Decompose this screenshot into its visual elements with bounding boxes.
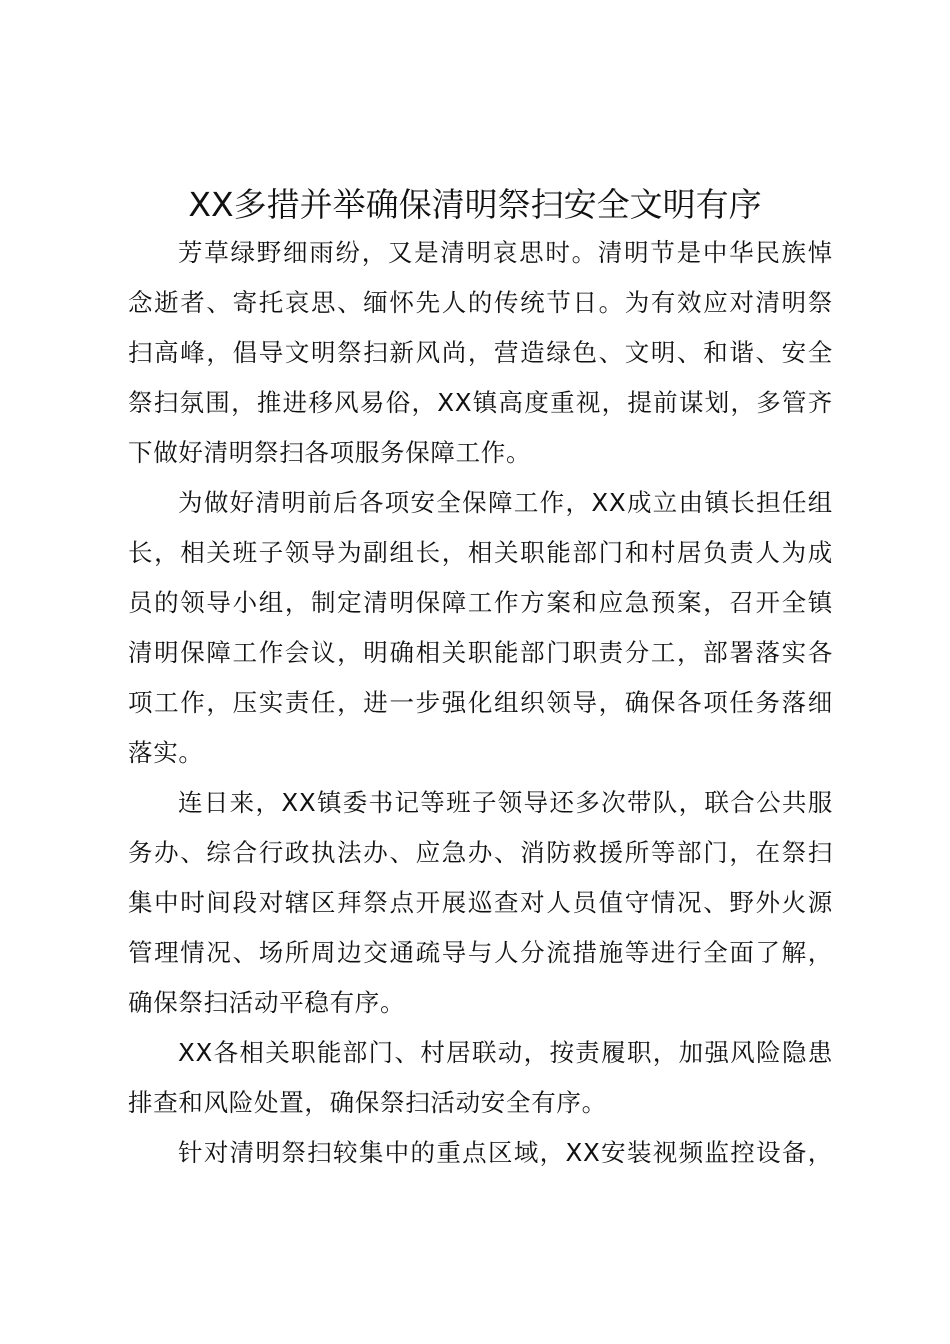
paragraph-3-line-2: 务办、综合行政执法办、应急办、消防救援所等部门，在祭扫 xyxy=(128,838,833,867)
paragraph-4-line-2: 排查和风险处置，确保祭扫活动安全有序。 xyxy=(128,1088,607,1117)
paragraph-2-line-1: 为做好清明前后各项安全保障工作，XX成立由镇长担任组 xyxy=(178,488,833,517)
paragraph-4-line-1: XX各相关职能部门、村居联动，按责履职，加强风险隐患 xyxy=(178,1038,833,1067)
paragraph-3-line-5: 确保祭扫活动平稳有序。 xyxy=(128,988,406,1017)
document-title: XX多措并举确保清明祭扫安全文明有序 xyxy=(188,185,762,224)
paragraph-5-line-1: 针对清明祭扫较集中的重点区域，XX安装视频监控设备， xyxy=(178,1138,833,1167)
paragraph-1-line-2: 念逝者、寄托哀思、缅怀先人的传统节日。为有效应对清明祭 xyxy=(128,288,833,317)
document-body xyxy=(128,228,833,1178)
paragraph-1-line-5: 下做好清明祭扫各项服务保障工作。 xyxy=(128,438,532,467)
paragraph-1-line-3: 扫高峰，倡导文明祭扫新风尚，营造绿色、文明、和谐、安全 xyxy=(128,338,833,367)
paragraph-3-line-3: 集中时间段对辖区拜祭点开展巡查对人员值守情况、野外火源 xyxy=(128,888,833,917)
paragraph-1-line-1: 芳草绿野细雨纷，又是清明哀思时。清明节是中华民族悼 xyxy=(178,238,833,267)
paragraph-1-line-4: 祭扫氛围，推进移风易俗，XX镇高度重视，提前谋划，多管齐 xyxy=(128,388,833,417)
paragraph-3-line-4: 管理情况、场所周边交通疏导与人分流措施等进行全面了解， xyxy=(128,938,833,967)
paragraph-2-line-4: 清明保障工作会议，明确相关职能部门职责分工，部署落实各 xyxy=(128,638,833,667)
paragraph-2-line-6: 落实。 xyxy=(128,738,204,767)
paragraph-2-line-5: 项工作，压实责任，进一步强化组织领导，确保各项任务落细 xyxy=(128,688,833,717)
paragraph-2-line-2: 长，相关班子领导为副组长，相关职能部门和村居负责人为成 xyxy=(128,538,833,567)
paragraph-3-line-1: 连日来，XX镇委书记等班子领导还多次带队，联合公共服 xyxy=(178,788,833,817)
paragraph-2-line-3: 员的领导小组，制定清明保障工作方案和应急预案，召开全镇 xyxy=(128,588,833,617)
